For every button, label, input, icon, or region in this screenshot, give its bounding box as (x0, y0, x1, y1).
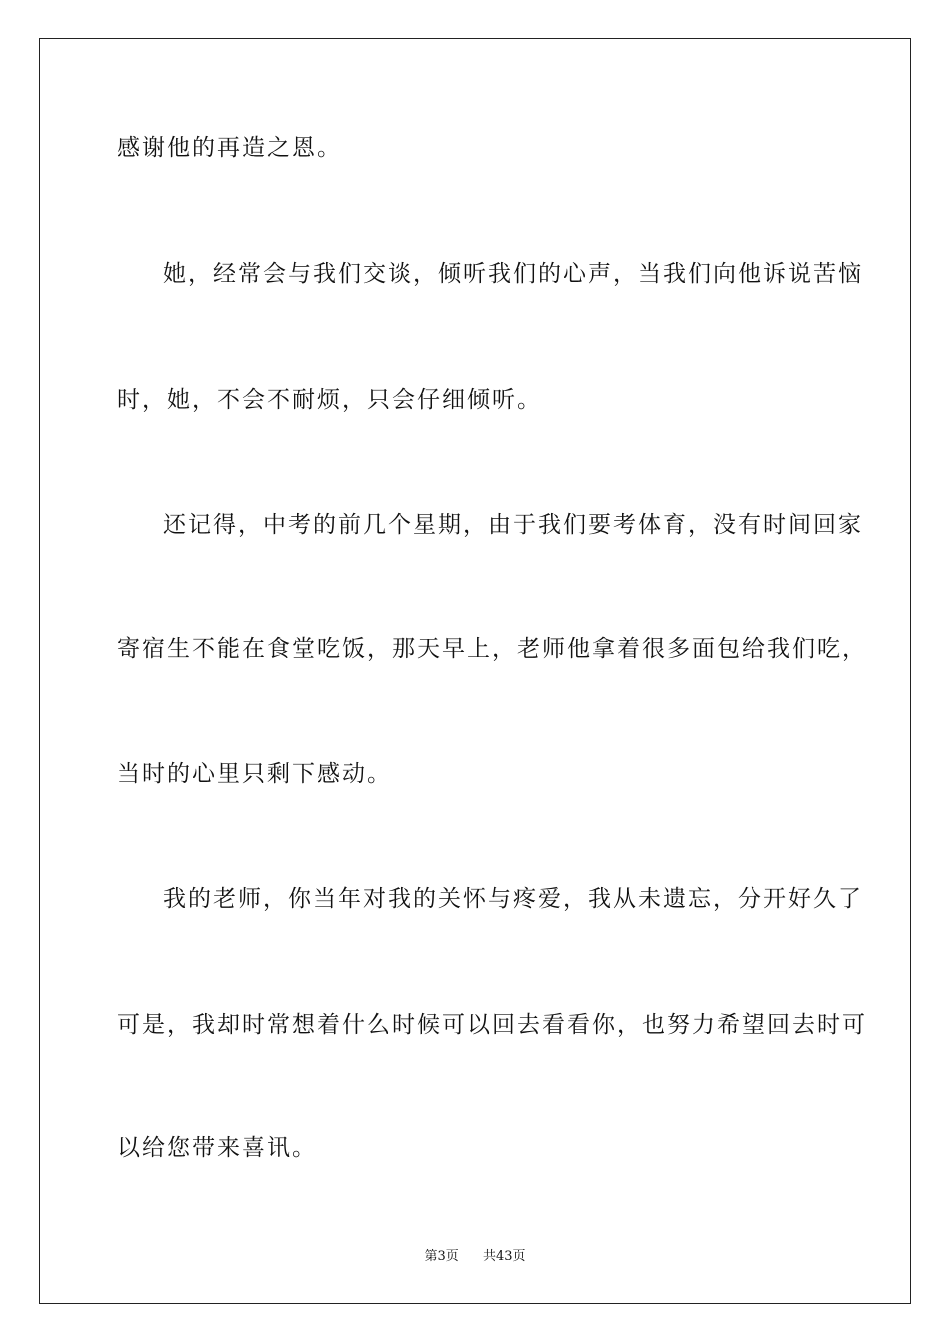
text-line-9: 以给您带来喜讯。 (117, 1135, 317, 1161)
text-line-6: 当时的心里只剩下感动。 (117, 761, 392, 787)
page-footer (0, 1248, 950, 1266)
page-number: 第3页 (424, 1249, 459, 1264)
text-line-8: 可是，我却时常想着什么时候可以回去看看你，也努力希望回去时可 (117, 1012, 867, 1038)
text-line-7: 我的老师，你当年对我的关怀与疼爱，我从未遗忘，分开好久了 (163, 886, 863, 912)
text-line-2: 她，经常会与我们交谈，倾听我们的心声，当我们向他诉说苦恼 (163, 261, 863, 287)
text-line-4: 还记得，中考的前几个星期，由于我们要考体育，没有时间回家 (163, 512, 863, 538)
text-line-1: 感谢他的再造之恩。 (117, 135, 342, 161)
total-pages: 共43页 (483, 1249, 526, 1264)
text-line-5: 寄宿生不能在食堂吃饭，那天早上，老师他拿着很多面包给我们吃， (117, 636, 867, 662)
text-line-3: 时，她，不会不耐烦，只会仔细倾听。 (117, 387, 542, 413)
page-border (39, 38, 911, 1304)
